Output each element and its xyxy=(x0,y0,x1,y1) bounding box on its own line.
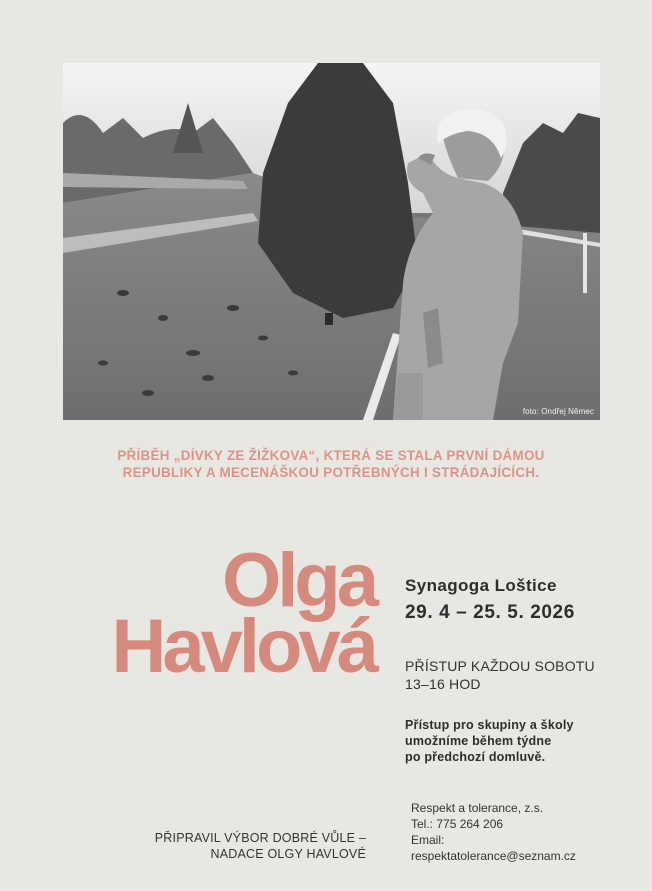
title-first-name: Olga xyxy=(222,538,375,623)
group-note-line: Přístup pro skupiny a školy xyxy=(405,718,574,732)
group-visits-note xyxy=(405,717,574,765)
contact-phone: Tel.: 775 264 206 xyxy=(411,817,504,831)
subtitle-line: REPUBLIKY A MECENÁŠKOU POTŘEBNÝCH I STRÁDAJÍCÍCH. xyxy=(122,465,540,480)
venue-name: Synagoga Loštice xyxy=(405,576,557,595)
group-note-line: po předchozí domluvě. xyxy=(405,750,546,764)
hero-photo xyxy=(63,63,600,420)
event-dates: 29. 4 – 25. 5. 2026 xyxy=(405,602,575,623)
group-note-line: umožníme během týdne xyxy=(405,734,552,748)
organizer-credit xyxy=(120,830,366,862)
contact-block xyxy=(411,800,576,864)
opening-days: PŘÍSTUP KAŽDOU SOBOTU xyxy=(405,658,595,674)
subtitle xyxy=(40,447,622,481)
hero-photo-image xyxy=(63,63,600,420)
title-last-name: Havlová xyxy=(111,604,375,689)
exhibition-title xyxy=(55,538,375,689)
opening-hours xyxy=(405,657,595,693)
organizer-line: NADACE OLGY HAVLOVÉ xyxy=(210,847,366,861)
organizer-line: PŘIPRAVIL VÝBOR DOBRÉ VŮLE – xyxy=(154,831,366,845)
opening-time: 13–16 HOD xyxy=(405,676,481,692)
contact-email[interactable]: respektatolerance@seznam.cz xyxy=(411,849,576,863)
subtitle-line: PŘÍBĚH „DÍVKY ZE ŽIŽKOVA“, KTERÁ SE STALA PRVNÍ DÁMOU xyxy=(117,448,545,463)
contact-email-label: Email: xyxy=(411,833,445,847)
contact-organization: Respekt a tolerance, z.s. xyxy=(411,801,544,815)
photo-credit: foto: Ondřej Němec xyxy=(522,407,594,416)
